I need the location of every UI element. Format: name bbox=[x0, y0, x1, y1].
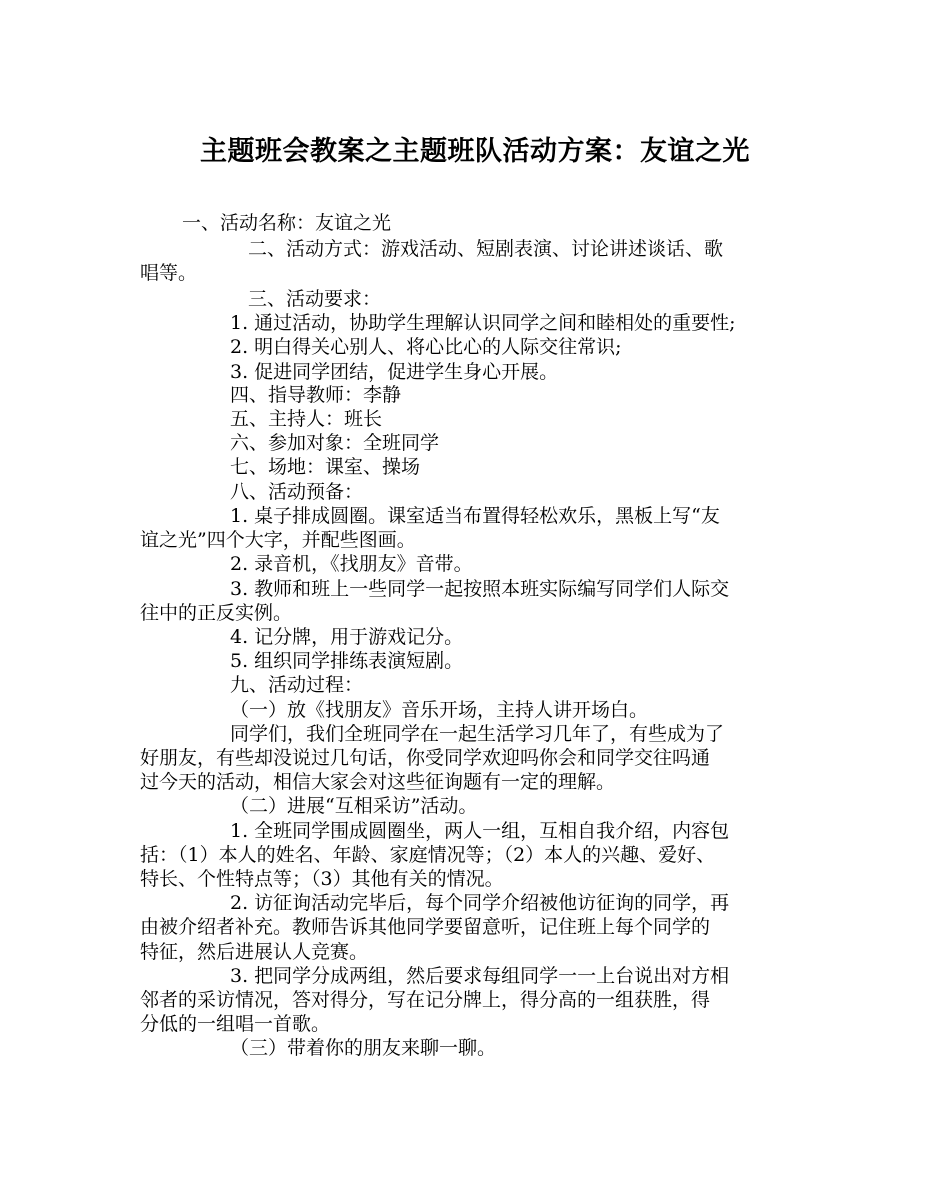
text-line: 括：（1）本人的姓名、年龄、家庭情况等；（2）本人的兴趣、爱好、 bbox=[140, 844, 716, 866]
text-line: 3. 促进同学团结，促进学生身心开展。 bbox=[230, 361, 559, 383]
text-line: 谊之光”四个大字，并配些图画。 bbox=[140, 529, 416, 551]
text-line: 四、指导教师：李静 bbox=[230, 384, 402, 406]
text-line: 往中的正反实例。 bbox=[140, 602, 293, 624]
text-line: 同学们，我们全班同学在一起生活学习几年了，有些成为了 bbox=[230, 723, 725, 745]
text-line: 唱等。 bbox=[140, 262, 198, 284]
text-line: 特征，然后进展认人竞赛。 bbox=[140, 941, 369, 963]
text-line: 二、活动方式：游戏活动、短剧表演、讨论讲述谈话、歌 bbox=[248, 238, 724, 260]
text-line: 1. 通过活动，协助学生理解认识同学之间和睦相处的重要性; bbox=[230, 312, 736, 334]
text-line: 五、主持人：班长 bbox=[230, 408, 383, 430]
text-line: （二）进展“互相采访”活动。 bbox=[230, 795, 478, 817]
text-line: 三、活动要求： bbox=[248, 288, 382, 310]
text-line: 2. 录音机，《找朋友》音带。 bbox=[230, 553, 473, 575]
text-line: 3. 教师和班上一些同学一起按照本班实际编写同学们人际交 bbox=[230, 578, 730, 600]
text-line: （三）带着你的朋友来聊一聊。 bbox=[230, 1037, 497, 1059]
text-line: 特长、个性特点等；（3）其他有关的情况。 bbox=[140, 868, 504, 890]
text-line: 由被介绍者补充。教师告诉其他同学要留意听，记住班上每个同学的 bbox=[140, 916, 711, 938]
text-line: 八、活动预备： bbox=[230, 481, 364, 503]
text-line: 3. 把同学分成两组，然后要求每组同学一一上台说出对方相 bbox=[230, 965, 730, 987]
text-line: 六、参加对象：全班同学 bbox=[230, 432, 440, 454]
text-line: 七、场地：课室、操场 bbox=[230, 456, 421, 478]
text-line: （一）放《找朋友》音乐开场，主持人讲开场白。 bbox=[230, 699, 649, 721]
text-line: 4. 记分牌，用于游戏记分。 bbox=[230, 626, 464, 648]
text-line: 一、活动名称：友谊之光 bbox=[182, 212, 392, 234]
text-line: 邻者的采访情况，答对得分，写在记分牌上，得分高的一组获胜，得 bbox=[140, 989, 711, 1011]
text-line: 九、活动过程： bbox=[230, 674, 364, 696]
text-line: 5. 组织同学排练表演短剧。 bbox=[230, 650, 464, 672]
text-line: 2. 访征询活动完毕后，每个同学介绍被他访征询的同学，再 bbox=[230, 892, 730, 914]
document-title: 主题班会教案之主题班队活动方案：友谊之光 bbox=[200, 136, 750, 167]
text-line: 1. 桌子排成圆圈。课室适当布置得轻松欢乐，黑板上写“友 bbox=[230, 505, 720, 527]
text-line: 过今天的活动，相信大家会对这些征询题有一定的理解。 bbox=[140, 771, 616, 793]
text-line: 2. 明白得关心别人、将心比心的人际交往常识; bbox=[230, 336, 622, 358]
text-line: 1. 全班同学围成圆圈坐，两人一组，互相自我介绍，内容包 bbox=[230, 820, 730, 842]
text-line: 分低的一组唱一首歌。 bbox=[140, 1013, 331, 1035]
text-line: 好朋友，有些却没说过几句话，你受同学欢迎吗你会和同学交往吗通 bbox=[140, 747, 711, 769]
